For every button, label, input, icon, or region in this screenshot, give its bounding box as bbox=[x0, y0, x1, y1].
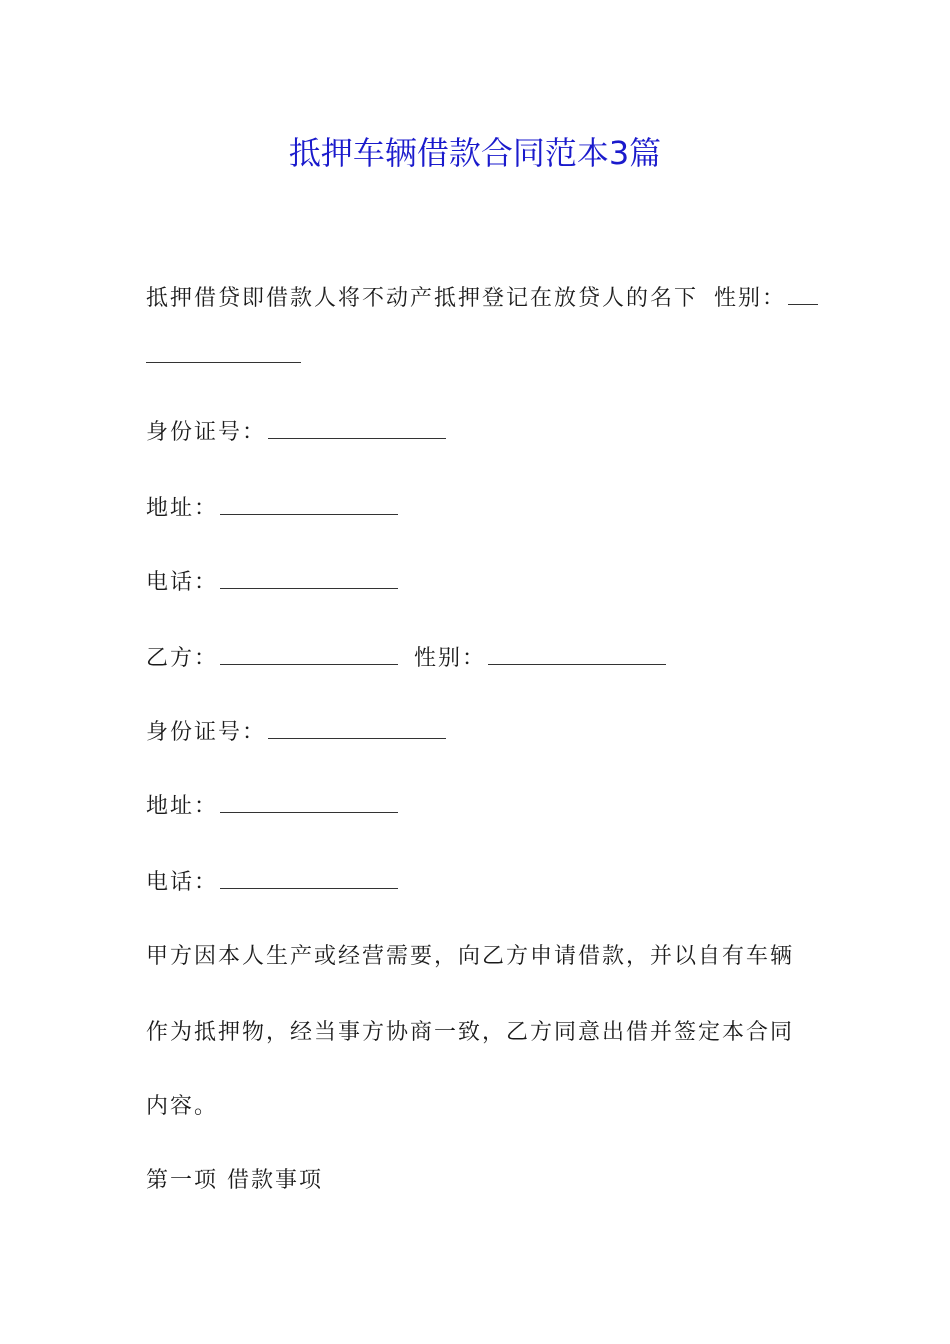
paragraph-line-1: 甲方因本人生产或经营需要，向乙方申请借款，并以自有车辆 bbox=[146, 944, 795, 969]
party-b-blank[interactable] bbox=[220, 642, 398, 665]
paragraph-line-3: 内容。 bbox=[146, 1094, 219, 1119]
document-title: 抵押车辆借款合同范本3篇 bbox=[288, 134, 662, 172]
party-a-address-line bbox=[146, 492, 398, 526]
phone-label: 电话： bbox=[146, 570, 219, 595]
party-b-id-line bbox=[146, 716, 446, 750]
id-label: 身份证号： bbox=[146, 420, 267, 445]
party-a-phone-line bbox=[146, 566, 398, 600]
gender-blank-2[interactable] bbox=[488, 642, 666, 665]
gender-blank[interactable] bbox=[788, 282, 818, 305]
party-b-phone-line bbox=[146, 866, 398, 900]
gender-blank-continued[interactable] bbox=[146, 340, 301, 363]
party-b-label: 乙方： bbox=[146, 646, 219, 671]
intro-line bbox=[146, 282, 818, 316]
id-label-2: 身份证号： bbox=[146, 720, 267, 745]
gender-blank-continued-line bbox=[146, 340, 301, 374]
party-b-address-line bbox=[146, 790, 398, 824]
party-a-id-line bbox=[146, 416, 446, 450]
address-label: 地址： bbox=[146, 496, 219, 521]
phone-label-2: 电话： bbox=[146, 870, 219, 895]
gender-label-2: 性别： bbox=[414, 646, 487, 671]
address-label-2: 地址： bbox=[146, 794, 219, 819]
phone-blank-2[interactable] bbox=[220, 866, 398, 889]
section-heading-1: 第一项 借款事项 bbox=[146, 1168, 323, 1193]
id-blank[interactable] bbox=[268, 416, 446, 439]
phone-blank[interactable] bbox=[220, 566, 398, 589]
intro-text: 抵押借贷即借款人将不动产抵押登记在放贷人的名下 bbox=[146, 286, 699, 311]
address-blank-2[interactable] bbox=[220, 790, 398, 813]
id-blank-2[interactable] bbox=[268, 716, 446, 739]
party-b-line bbox=[146, 642, 666, 676]
address-blank[interactable] bbox=[220, 492, 398, 515]
paragraph-line-2: 作为抵押物，经当事方协商一致，乙方同意出借并签定本合同 bbox=[146, 1020, 795, 1045]
gender-label: 性别： bbox=[714, 286, 787, 311]
